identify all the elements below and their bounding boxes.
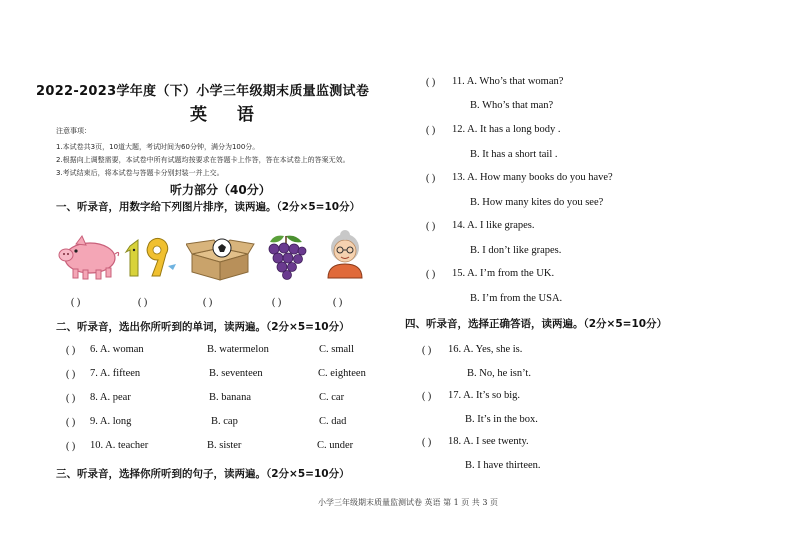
- question-11-option-b: B. Who’s that man?: [470, 100, 554, 111]
- question-7-option-a: 7. A. fifteen: [90, 368, 141, 379]
- part4-title: 四、听录音，选择正确答语，读两遍。（2分×5=10分）: [405, 318, 668, 330]
- picture-answer-blank[interactable]: ( ): [138, 297, 148, 308]
- answer-blank[interactable]: ( ): [426, 173, 436, 184]
- pig-picture: [56, 234, 120, 280]
- question-16-option-b: B. No, he isn’t.: [467, 368, 531, 379]
- picture-answer-blank[interactable]: ( ): [333, 297, 343, 308]
- question-13-option-b: B. How many kites do you see?: [470, 197, 604, 208]
- question-6-option-c: C. small: [319, 344, 355, 355]
- note-item-1: 1.本试卷共3页，10道大题，考试时间为60分钟，满分为100分。: [56, 143, 260, 151]
- question-14-option-b: B. I don’t like grapes.: [470, 245, 562, 256]
- question-10-option-b: B. sister: [207, 440, 242, 451]
- question-6-option-b: B. watermelon: [207, 344, 269, 355]
- question-10-option-c: C. under: [317, 440, 354, 451]
- answer-blank[interactable]: ( ): [422, 437, 432, 448]
- picture-answer-blank[interactable]: ( ): [272, 297, 282, 308]
- question-16-option-a: 16. A. Yes, she is.: [448, 344, 523, 355]
- question-6-option-a: 6. A. woman: [90, 344, 144, 355]
- note-item-2: 2.根据向上调整需要，本试卷中所有试题均按要求在答题卡上作答，答在本试卷上的答案无效。: [56, 156, 350, 164]
- answer-blank[interactable]: ( ): [426, 125, 436, 136]
- question-14-option-a: 14. A. I like grapes.: [452, 220, 535, 231]
- notes-heading: 注意事项：: [56, 127, 91, 135]
- subject-title: 英 语: [190, 105, 266, 125]
- question-12-option-b: B. It has a short tail .: [470, 149, 558, 160]
- exam-title: 2022-2023学年度（下）小学三年级期末质量监测试卷: [36, 84, 370, 99]
- question-10-option-a: 10. A. teacher: [90, 440, 149, 451]
- answer-blank[interactable]: ( ): [422, 345, 432, 356]
- answer-blank[interactable]: ( ): [66, 345, 76, 356]
- question-8-option-b: B. banana: [209, 392, 251, 403]
- question-7-option-b: B. seventeen: [209, 368, 263, 379]
- answer-blank[interactable]: ( ): [426, 77, 436, 88]
- part2-title: 二、听录音，选出你所听到的单词，读两遍。（2分×5=10分）: [56, 321, 350, 333]
- question-9-option-c: C. dad: [319, 416, 347, 427]
- picture-answer-blank[interactable]: ( ): [203, 297, 213, 308]
- answer-blank[interactable]: ( ): [426, 269, 436, 280]
- note-item-3: 3.考试结束后，将本试卷与答题卡分别封装一并上交。: [56, 169, 224, 177]
- question-11-option-a: 11. A. Who’s that woman?: [452, 76, 564, 87]
- question-8-option-c: C. car: [319, 392, 345, 403]
- question-17-option-a: 17. A. It’s so big.: [448, 390, 521, 401]
- listening-heading: 听力部分（40分）: [170, 183, 271, 197]
- answer-blank[interactable]: ( ): [66, 441, 76, 452]
- question-15-option-a: 15. A. I’m from the UK.: [452, 268, 555, 279]
- part1-title: 一、听录音，用数字给下列图片排序，读两遍。（2分×5=10分）: [56, 201, 361, 213]
- answer-blank[interactable]: ( ): [426, 221, 436, 232]
- answer-blank[interactable]: ( ): [422, 391, 432, 402]
- question-7-option-c: C. eighteen: [318, 368, 366, 379]
- answer-blank[interactable]: ( ): [66, 369, 76, 380]
- box-ball-picture: [186, 234, 256, 282]
- grandmother-picture: [322, 226, 368, 280]
- question-9-option-a: 9. A. long: [90, 416, 132, 427]
- question-9-option-b: B. cap: [211, 416, 238, 427]
- grapes-picture: [262, 232, 310, 284]
- question-18-option-a: 18. A. I see twenty.: [448, 436, 529, 447]
- question-17-option-b: B. It’s in the box.: [465, 414, 538, 425]
- page-footer: 小学三年级期末质量监测试卷 英语 第 1 页 共 3 页: [318, 498, 498, 507]
- question-8-option-a: 8. A. pear: [90, 392, 131, 403]
- answer-blank[interactable]: ( ): [66, 393, 76, 404]
- part3-title: 三、听录音，选择你所听到的句子，读两遍。（2分×5=10分）: [56, 468, 350, 480]
- picture-answer-blank[interactable]: ( ): [71, 297, 81, 308]
- question-15-option-b: B. I’m from the USA.: [470, 293, 563, 304]
- number-19-picture: [122, 236, 180, 282]
- question-12-option-a: 12. A. It has a long body .: [452, 124, 561, 135]
- question-18-option-b: B. I have thirteen.: [465, 460, 541, 471]
- answer-blank[interactable]: ( ): [66, 417, 76, 428]
- question-13-option-a: 13. A. How many books do you have?: [452, 172, 613, 183]
